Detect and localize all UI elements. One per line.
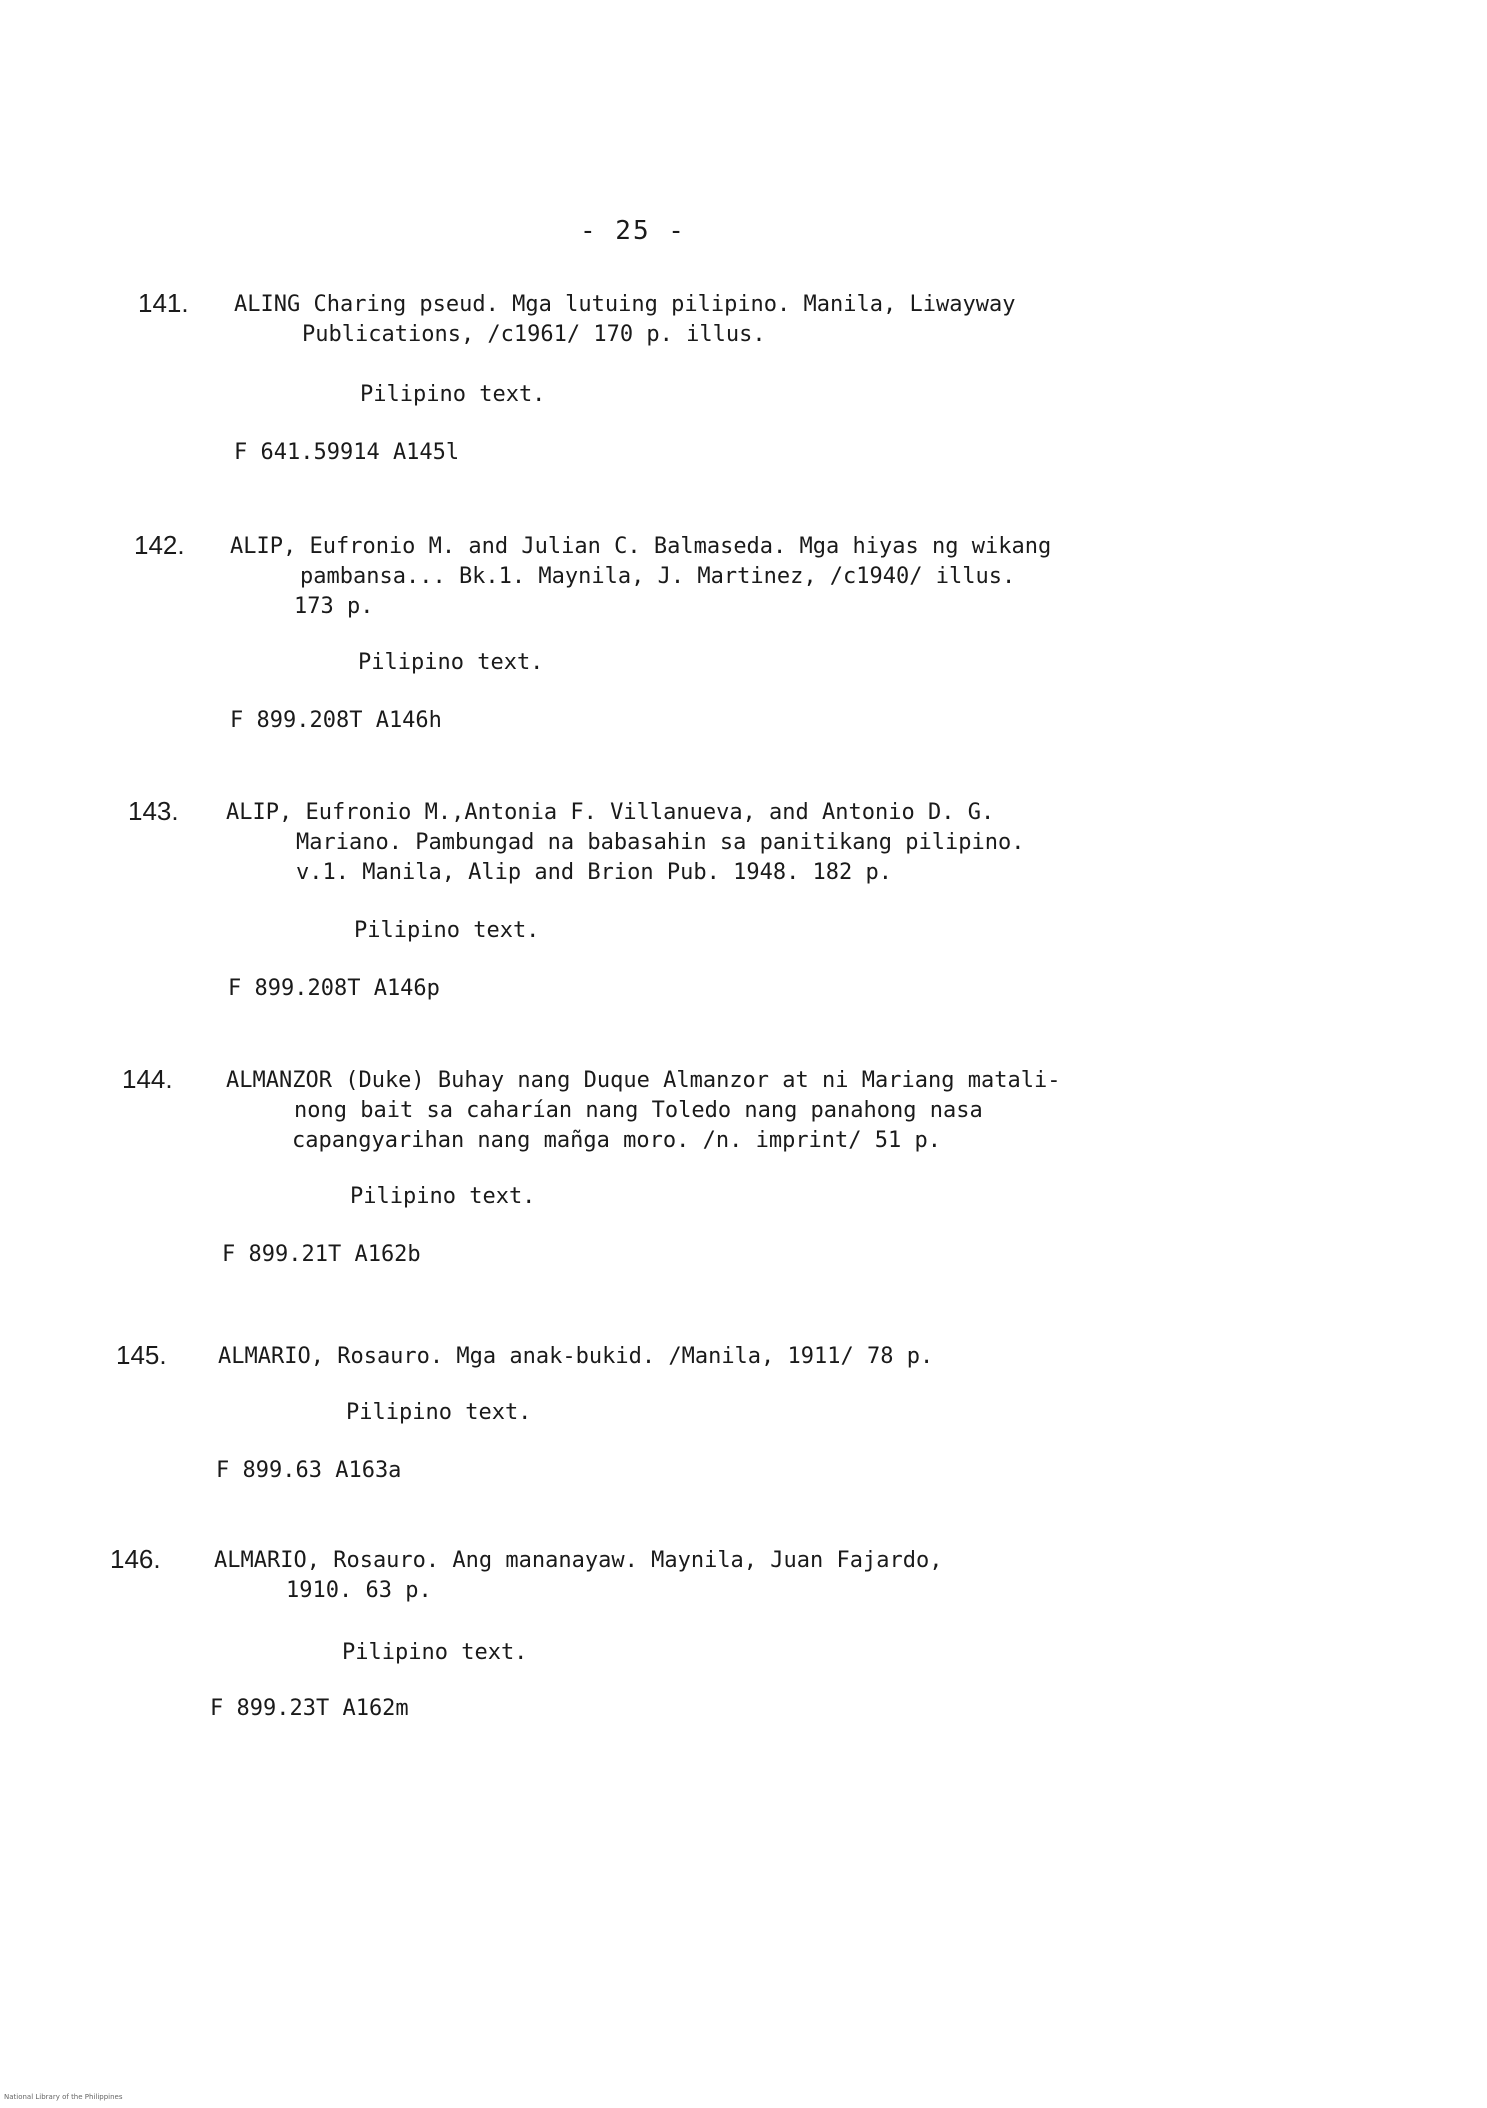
call-number: F 899.208T A146h	[230, 708, 442, 733]
call-number: F 641.59914 A145l	[234, 440, 460, 465]
call-number: F 899.63 A163a	[216, 1458, 402, 1483]
catalog-entry	[116, 1340, 1116, 1490]
entry-number: 146.	[110, 1544, 161, 1574]
entry-number: 141.	[138, 288, 189, 318]
entry-line: nong bait sa caharían nang Toledo nang panahong nasa	[294, 1098, 983, 1123]
call-number: F 899.21T A162b	[222, 1242, 421, 1267]
language-note: Pilipino text.	[354, 918, 540, 943]
entry-line: ALMARIO, Rosauro. Mga anak-bukid. /Manila, 1911/ 78 p.	[218, 1344, 934, 1369]
language-note: Pilipino text.	[346, 1400, 532, 1425]
catalog-entry	[128, 796, 1128, 1006]
language-note: Pilipino text.	[342, 1640, 528, 1665]
entry-line: 173 p.	[294, 594, 374, 619]
entry-line: capangyarihan nang mañga moro. /n. imprint/ 51 p.	[292, 1128, 942, 1153]
entry-line: ALING Charing pseud. Mga lutuing pilipino. Manila, Liwayway	[234, 292, 1016, 317]
language-note: Pilipino text.	[360, 382, 546, 407]
call-number: F 899.23T A162m	[210, 1696, 409, 1721]
entry-line: ALIP, Eufronio M. and Julian C. Balmaseda. Mga hiyas ng wikang	[230, 534, 1052, 559]
entry-line: pambansa... Bk.1. Maynila, J. Martinez, /c1940/ illus.	[300, 564, 1016, 589]
catalog-entry	[138, 288, 1138, 468]
entry-line: Publications, /c1961/ 170 p. illus.	[302, 322, 766, 347]
call-number: F 899.208T A146p	[228, 976, 440, 1001]
entry-line: ALMANZOR (Duke) Buhay nang Duque Almanzor at ni Mariang matali-	[226, 1068, 1061, 1093]
entry-number: 143.	[128, 796, 179, 826]
footer-credit: National Library of the Philippines	[4, 2093, 123, 2101]
entry-line: 1910. 63 p.	[286, 1578, 432, 1603]
language-note: Pilipino text.	[358, 650, 544, 675]
page-number: - 25 -	[580, 216, 686, 246]
catalog-entry	[110, 1544, 1110, 1724]
entry-number: 145.	[116, 1340, 167, 1370]
catalog-entry	[134, 530, 1134, 740]
entry-number: 142.	[134, 530, 185, 560]
entry-line: ALIP, Eufronio M.,Antonia F. Villanueva, and Antonio D. G.	[226, 800, 995, 825]
entry-line: Mariano. Pambungad na babasahin sa panitikang pilipino.	[296, 830, 1025, 855]
entry-line: v.1. Manila, Alip and Brion Pub. 1948. 182 p.	[296, 860, 893, 885]
entry-number: 144.	[122, 1064, 173, 1094]
entry-line: ALMARIO, Rosauro. Ang mananayaw. Maynila, Juan Fajardo,	[214, 1548, 943, 1573]
language-note: Pilipino text.	[350, 1184, 536, 1209]
catalog-entry	[122, 1064, 1162, 1274]
